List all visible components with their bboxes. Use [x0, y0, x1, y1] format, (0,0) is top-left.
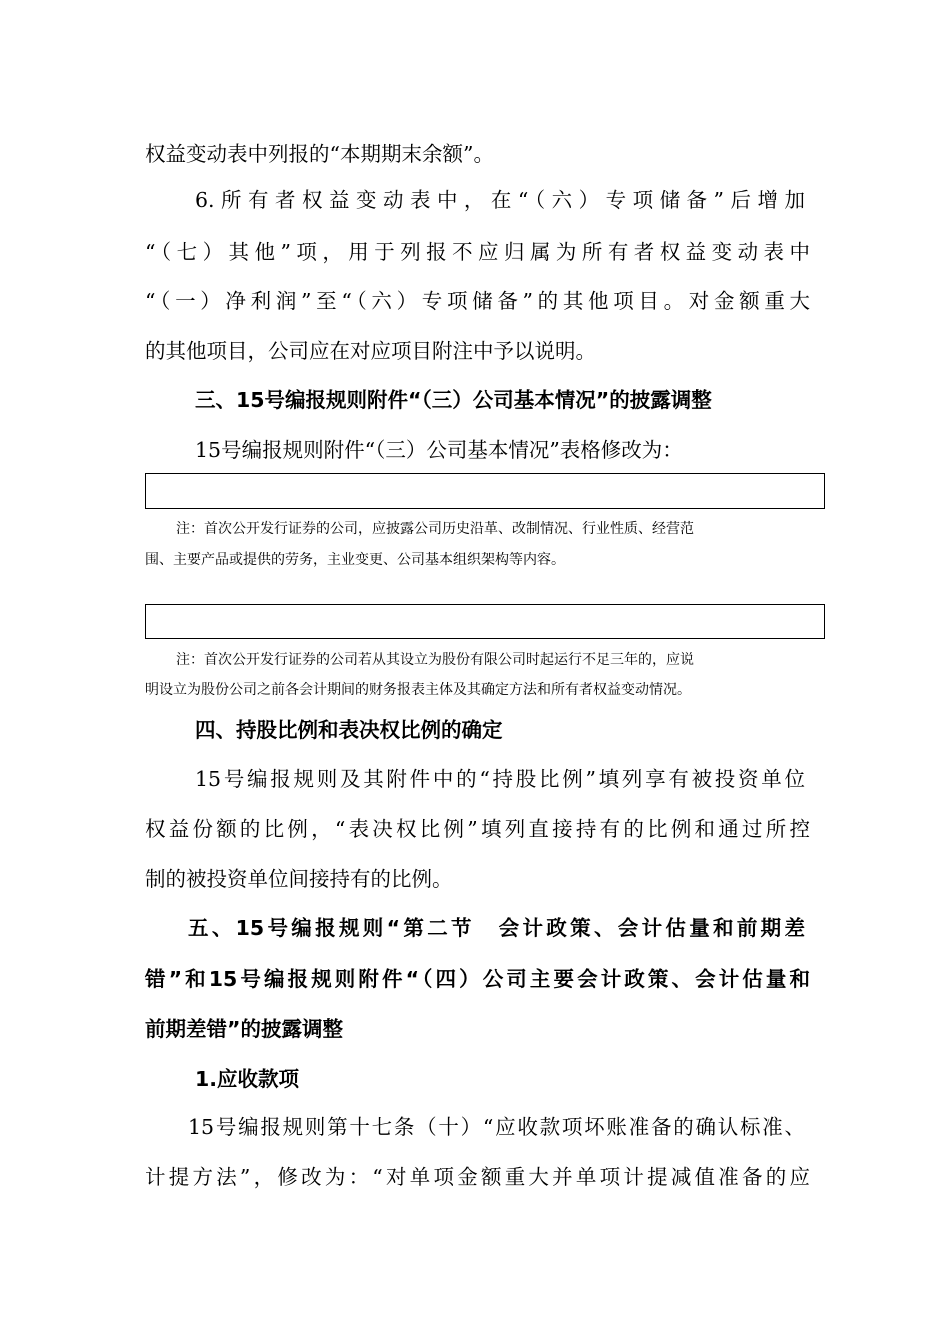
- paragraph-line: 的其他项目，公司应在对应项目附注中予以说明。: [145, 339, 596, 363]
- table-placeholder: [145, 604, 825, 639]
- note-line: 注：首次公开发行证券的公司，应披露公司历史沿革、改制情况、行业性质、经营范: [176, 521, 694, 537]
- section-heading: 错”和15号编报规则附件“（四）公司主要会计政策、会计估量和: [145, 967, 810, 991]
- paragraph-line: 15号编报规则及其附件中的“持股比例”填列享有被投资单位: [195, 767, 805, 791]
- paragraph-line: 15号编报规则第十七条（十）“应收款项坏账准备的确认标准、: [188, 1115, 805, 1139]
- section-heading: 四、持股比例和表决权比例的确定: [195, 718, 503, 742]
- note-line: 明设立为股份公司之前各会计期间的财务报表主体及其确定方法和所有者权益变动情况。: [145, 682, 691, 698]
- table-placeholder: [145, 473, 825, 509]
- section-heading: 三、15号编报规则附件“（三）公司基本情况”的披露调整: [195, 388, 712, 412]
- paragraph-line: 权益变动表中列报的“本期期末余额”。: [145, 142, 494, 166]
- section-heading: 前期差错”的披露调整: [145, 1017, 343, 1041]
- paragraph-line: 计提方法”，修改为：“对单项金额重大并单项计提减值准备的应: [145, 1165, 810, 1189]
- note-line: 围、主要产品或提供的劳务，主业变更、公司基本组织架构等内容。: [145, 552, 565, 568]
- section-heading: 五、15号编报规则“第二节 会计政策、会计估量和前期差: [188, 916, 805, 940]
- paragraph-line: 6.所有者权益变动表中，在“（六）专项储备”后增加: [195, 188, 805, 212]
- note-line: 注：首次公开发行证券的公司若从其设立为股份有限公司时起运行不足三年的，应说: [176, 652, 694, 668]
- paragraph-line: “（一）净利润”至“（六）专项储备”的其他项目。对金额重大: [145, 289, 810, 313]
- paragraph-line: 15号编报规则附件“（三）公司基本情况”表格修改为：: [195, 438, 683, 462]
- subsection-heading: 1.应收款项: [195, 1067, 300, 1091]
- paragraph-line: “（七）其他”项，用于列报不应归属为所有者权益变动表中: [145, 240, 810, 264]
- paragraph-line: 权益份额的比例，“表决权比例”填列直接持有的比例和通过所控: [145, 817, 810, 841]
- paragraph-line: 制的被投资单位间接持有的比例。: [145, 867, 453, 891]
